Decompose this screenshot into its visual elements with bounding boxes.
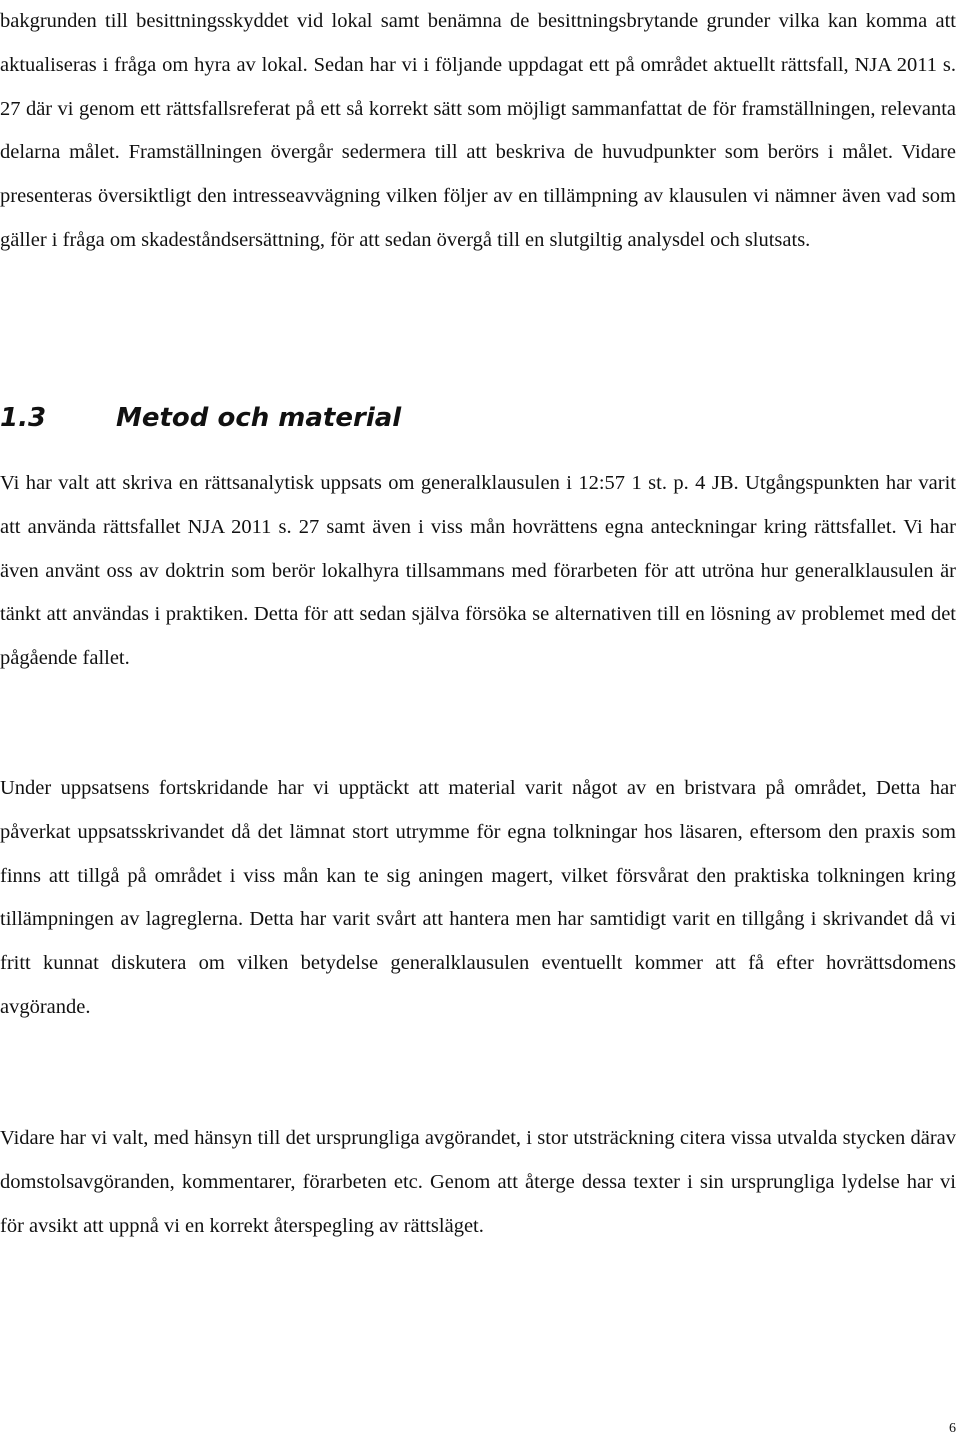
paragraph-material: Under uppsatsens fortskridande har vi upptäckt att material varit något av en bristvara på området, Detta har påverkat uppsatsskrivandet då det lämnat stort utrymme för egna tolkningar hos läsaren, eftersom den praxis som finns att tillgå på området i viss mån kan te sig aningen magert, vilket försvårat den praktiska tolkningen kring tillämpningen av lagreglerna. Detta har varit svårt att hantera men har samtidigt varit en tillgång i skrivandet då vi fritt kunnat diskutera om vilken betydelse generalklausulen eventuellt kommer att få efter hovrättsdomens avgörande. — [0, 777, 956, 1018]
paragraph-method: Vi har valt att skriva en rättsanalytisk uppsats om generalklausulen i 12:57 1 st. p. 4 JB. Utgångspunkten har varit att använda rättsfallet NJA 2011 s. 27 samt även i viss mån hovrättens egna anteckningar kring rättsfallet. Vi har även använt oss av doktrin som berör lokalhyra tillsammans med förarbeten för att utröna hur generalklausulen är tänkt att användas i praktiken. Detta för att sedan själva försöka se alternativen till en lösning av problemet med det pågående fallet. — [0, 472, 956, 670]
section-number: 1.3 — [0, 403, 47, 433]
page-number: 6 — [949, 1421, 956, 1436]
paragraph-citations: Vidare har vi valt, med hänsyn till det ursprungliga avgörandet, i stor utsträckning citera vissa utvalda stycken därav domstolsavgöranden, kommentarer, förarbeten etc. Genom att återge dessa texter i sin ursprungliga lydelse har vi för avsikt att uppnå vi en korrekt återspegling av rättsläget. — [0, 1127, 956, 1237]
paragraph-intro-continued: bakgrunden till besittningsskyddet vid lokal samt benämna de besittningsbrytande grunder vilka kan komma att aktualiseras i fråga om hyra av lokal. Sedan har vi i följande uppdagat ett på området aktuellt rättsfall, NJA 2011 s. 27 där vi genom ett rättsfallsreferat på ett så korrekt sätt som möjligt sammanfattat de för framställningen, relevanta delarna målet. Framställningen övergår sedermera till att beskriva de huvudpunkter som berörs i målet. Vidare presenteras översiktligt den intresseavvägning vilken följer av en tillämpning av klausulen vi nämner även vad som gäller i fråga om skadeståndsersättning, för att sedan övergå till en slutgiltig analysdel och slutsats. — [0, 10, 956, 251]
section-heading — [0, 396, 401, 440]
section-title: Metod och material — [116, 403, 402, 433]
